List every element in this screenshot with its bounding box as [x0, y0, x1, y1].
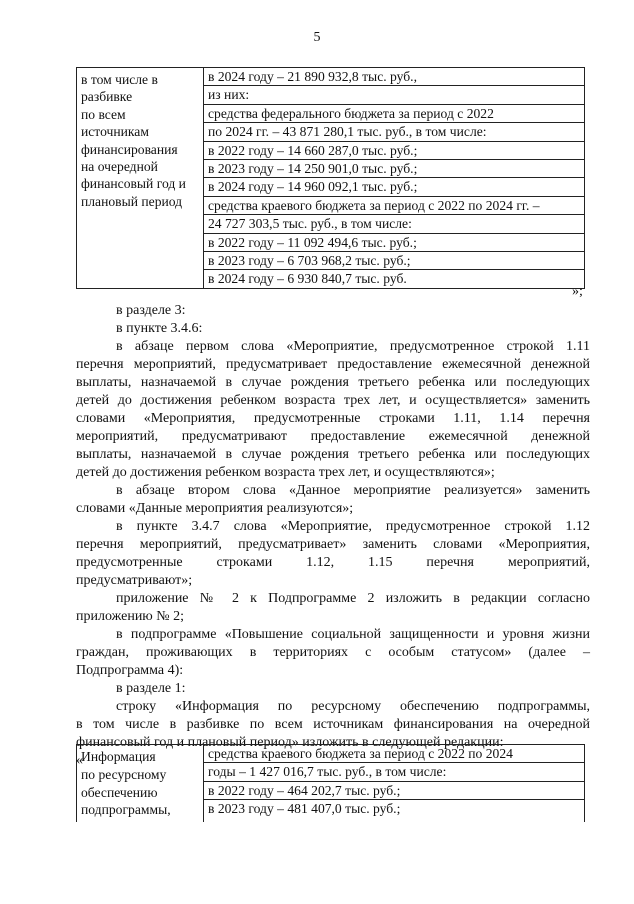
table-left-line: Информация [81, 749, 156, 764]
table-left-cell [77, 68, 204, 288]
table-left-line: финансирования [81, 141, 178, 157]
table-right-line: в 2022 году – 14 660 287,0 тыс. руб.; [204, 141, 584, 159]
text-line: в подпрограмме «Повышение социальной защищенности и уровня жизни [116, 627, 590, 642]
closing-quote: »; [572, 284, 583, 299]
table-right-line: средства федерального бюджета за период с 2022 [204, 104, 584, 122]
text-line: в разделе 3: [116, 303, 186, 318]
text-line: в пункте 3.4.7 слова «Мероприятие, предусмотренное строкой 1.12 [116, 519, 590, 534]
table-left-line: подпрограммы, [81, 802, 171, 818]
table-left-line: плановый период [81, 193, 183, 209]
text-line: выплаты, назначаемой в случае рождения третьего ребенка или последующих [76, 375, 590, 390]
table-right-line: в 2023 году – 6 703 968,2 тыс. руб.; [204, 251, 584, 269]
text-line: в абзаце первом слова «Мероприятие, предусмотренное строкой 1.11 [116, 339, 590, 354]
text-line: в разделе 1: [116, 681, 186, 696]
text-line: предусматривают»; [76, 573, 193, 588]
table-left-line: в том числе в [81, 72, 158, 87]
table-left-line: по всем [81, 106, 126, 122]
table-left-line: на очередной [81, 159, 158, 175]
table-right-line: в 2023 году – 14 250 901,0 тыс. руб.; [204, 159, 584, 177]
table-right-line: по 2024 гг. – 43 871 280,1 тыс. руб., в том числе: [204, 122, 584, 140]
text-line: в пункте 3.4.6: [116, 321, 203, 336]
table-right-line: средства краевого бюджета за период с 2022 по 2024 гг. – [204, 196, 584, 214]
text-line: граждан, проживающих в территориях с особым статусом» (далее – [76, 645, 590, 660]
page-number: 5 [313, 30, 321, 45]
table-left-line: финансовый год и [81, 176, 186, 192]
text-line: словами «Данные мероприятия реализуются»; [76, 501, 354, 516]
text-line: строку «Информация по ресурсному обеспечению подпрограммы, [116, 699, 590, 714]
text-line: приложение № 2 к Подпрограмме 2 изложить в редакции согласно [116, 591, 590, 606]
text-line: финансовый год и плановый период» изложить в следующей редакции: [76, 735, 504, 750]
text-line: мероприятий, предусматривают предоставление ежемесячной денежной [76, 429, 590, 444]
table-left-line: разбивке [81, 89, 133, 105]
table-left-cell [77, 745, 204, 822]
text-line: выплаты, назначаемой в случае рождения третьего ребенка или последующих [76, 447, 590, 462]
text-line: перечня мероприятий, предусматривает» заменить словами «Мероприятия, [76, 537, 590, 552]
table-right-cell [204, 68, 584, 288]
text-line: в абзаце втором слова «Данное мероприятие реализуется» заменить [116, 483, 590, 498]
text-line: предусмотренные строками 1.12, 1.15 перечня мероприятий, [76, 555, 590, 570]
table-right-cell [204, 745, 584, 822]
table-left-line: по ресурсному [81, 766, 167, 782]
table-right-line: средства краевого бюджета за период с 2022 по 2024 [208, 746, 513, 761]
text-line: детей до достижения ребенком возраста трех лет, и осуществляется» заменить [76, 393, 590, 408]
text-line: в том числе в разбивке по всем источникам финансирования на очередной [76, 717, 590, 732]
table-right-line: в 2022 году – 464 202,7 тыс. руб.; [204, 781, 584, 799]
table-right-line: в 2024 году – 21 890 932,8 тыс. руб., [208, 69, 417, 84]
table-right-line: в 2023 году – 481 407,0 тыс. руб.; [204, 799, 584, 817]
text-line: приложению № 2; [76, 609, 185, 624]
table-right-line: 24 727 303,5 тыс. руб., в том числе: [204, 214, 584, 232]
text-line: перечня мероприятий, предусматривает предоставление ежемесячной денежной [76, 357, 590, 372]
table-right-line: из них: [204, 85, 584, 103]
table-right-line: годы – 1 427 016,7 тыс. руб., в том числе: [204, 762, 584, 780]
text-line: детей до достижения ребенком возраста трех лет, и осуществляются»; [76, 465, 495, 480]
funding-table-bottom [76, 744, 585, 822]
text-line: « [76, 753, 83, 768]
text-line: Подпрограмма 4): [76, 663, 184, 678]
funding-table-top [76, 67, 585, 289]
table-right-line: в 2024 году – 14 960 092,1 тыс. руб.; [204, 177, 584, 195]
table-left-line: источникам [81, 124, 149, 140]
table-left-line: обеспечению [81, 784, 158, 800]
table-right-line: в 2024 году – 6 930 840,7 тыс. руб. [204, 269, 584, 287]
table-right-line: в 2022 году – 11 092 494,6 тыс. руб.; [204, 233, 584, 251]
amendment-text [76, 302, 590, 770]
text-line: словами «Мероприятия, предусмотренные строками 1.11, 1.14 перечня [76, 411, 590, 426]
